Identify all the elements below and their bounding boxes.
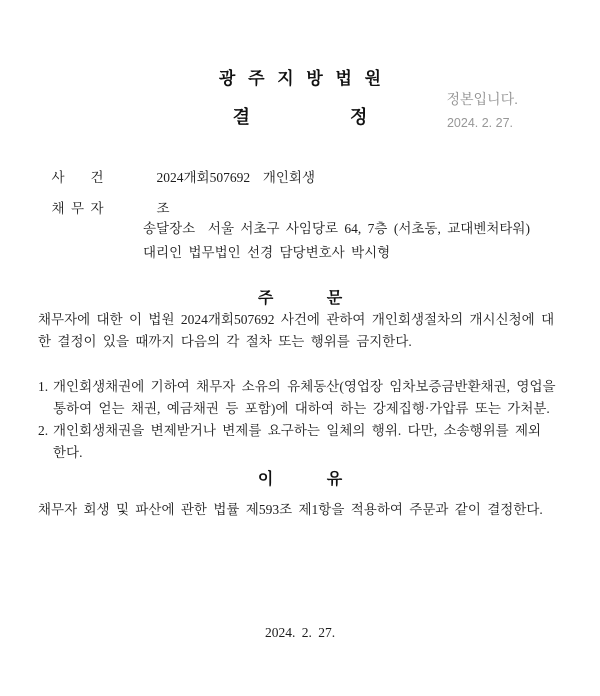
debtor-label: 채 무 자: [51, 201, 104, 216]
order-intro-line: 한 결정이 있을 때까지 다음의 각 절차 또는 행위를 금지한다.: [38, 334, 412, 349]
reason-paragraph: [38, 499, 586, 521]
case-number-value: 2024개회507692 개인회생: [156, 170, 315, 185]
order-item-1: [38, 376, 586, 420]
case-number-label: 사 건: [51, 170, 104, 185]
order-section-heading: 주 문: [257, 290, 343, 307]
reason-section-heading: 이 유: [257, 471, 343, 488]
reason-line: 채무자 회생 및 파산에 관한 법률 제593조 제1항을 적용하여 주문과 같이 결정한다.: [38, 502, 543, 517]
certified-copy-stamp: [420, 91, 518, 130]
debtor-value: 조: [156, 201, 170, 216]
order-item-line: 개인회생채권에 기하여 채무자 소유의 유체동산(영업장 임차보증금반환채권, 영업을: [53, 379, 556, 394]
order-items-list: [38, 376, 586, 464]
service-address-line: 송달장소 서울 서초구 사임당로 64, 7층 (서초동, 교대벤처타워): [143, 221, 530, 236]
order-intro-paragraph: [38, 309, 586, 353]
decision-date: 2024. 2. 27.: [264, 625, 336, 640]
order-item-line: 개인회생채권을 변제받거나 변제를 요구하는 일체의 행위. 다만, 소송행위를 제외: [53, 423, 542, 438]
order-item-line: 통하여 얻는 채권, 예금채권 등 포함)에 대하여 하는 강제집행·가압류 또는 가처분.: [53, 401, 550, 416]
court-name-title: 광 주 지 방 법 원: [218, 69, 382, 88]
order-intro-line: 채무자에 대한 이 법원 2024개회507692 사건에 관하여 개인회생절차의 개시신청에 대: [38, 312, 555, 327]
document-type-title: 결 정: [232, 107, 368, 127]
order-item-number: 2.: [38, 423, 49, 438]
order-item-line: 한다.: [53, 445, 83, 460]
order-item-number: 1.: [38, 379, 49, 394]
stamp-date: 2024. 2. 27.: [446, 116, 513, 130]
order-item-2: [38, 420, 586, 464]
stamp-text: 정본입니다.: [446, 91, 518, 107]
attorney-line: 대리인 법무법인 선경 담당변호사 박시형: [143, 245, 391, 260]
